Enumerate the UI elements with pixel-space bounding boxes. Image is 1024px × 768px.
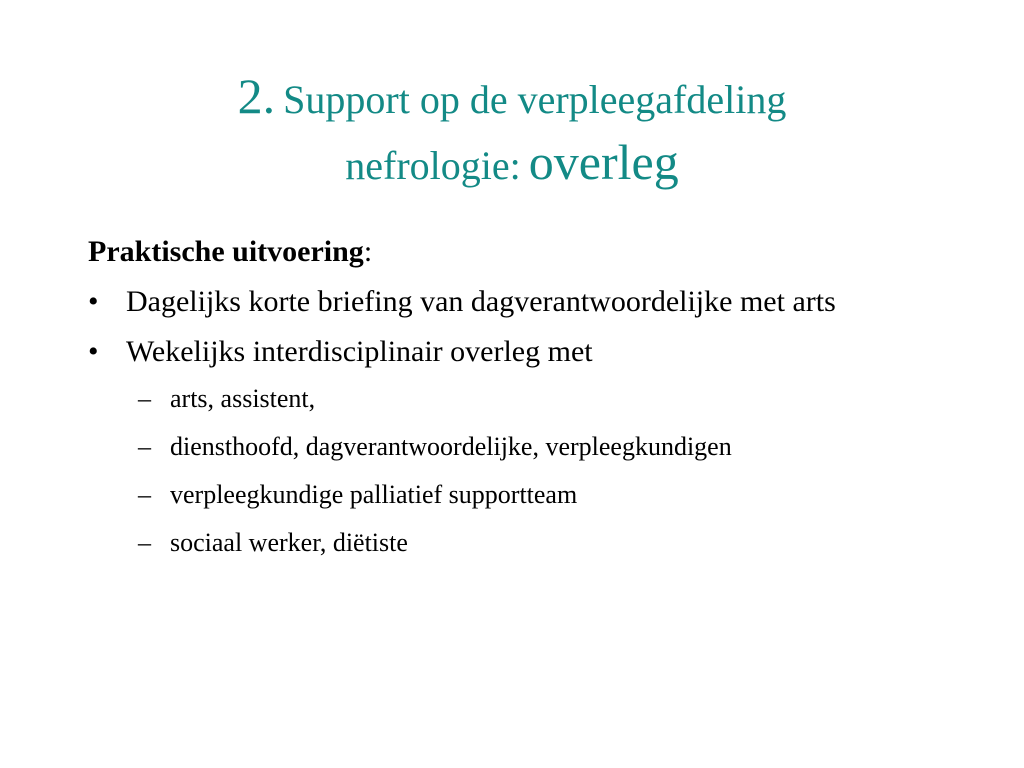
sub-item: [88, 526, 968, 560]
bullet-text: Wekelijks interdisciplinair overleg met: [126, 335, 593, 368]
bullet-marker: •: [88, 335, 99, 368]
bullet-text: Dagelijks korte briefing van dagverantwoordelijke met arts: [126, 285, 836, 318]
slide-body: [88, 232, 968, 574]
title-line2-emphasis: overleg: [528, 134, 679, 190]
sub-item-text: sociaal werker, diëtiste: [170, 528, 408, 557]
bullet-marker: •: [88, 285, 99, 318]
title-line2-prefix: nefrologie:: [345, 143, 521, 188]
sub-item: [88, 430, 968, 464]
title-number: 2.: [237, 68, 276, 124]
section-heading: [88, 232, 968, 272]
sub-item-text: diensthoofd, dagverantwoordelijke, verpleegkundigen: [170, 432, 732, 461]
section-heading-colon: :: [363, 235, 373, 268]
sub-marker: –: [138, 432, 151, 461]
slide-title: [60, 66, 964, 198]
sub-item: [88, 382, 968, 416]
bullet-item: [88, 332, 968, 372]
sub-marker: –: [138, 528, 151, 557]
sub-marker: –: [138, 480, 151, 509]
sub-item-text: verpleegkundige palliatief supportteam: [170, 480, 578, 509]
sub-marker: –: [138, 384, 151, 413]
sub-item-text: arts, assistent,: [170, 384, 316, 413]
section-heading-bold: Praktische uitvoering: [88, 235, 364, 268]
sub-item: [88, 478, 968, 512]
bullet-item: [88, 282, 968, 322]
title-line1: Support op de verpleegafdeling: [283, 77, 787, 122]
